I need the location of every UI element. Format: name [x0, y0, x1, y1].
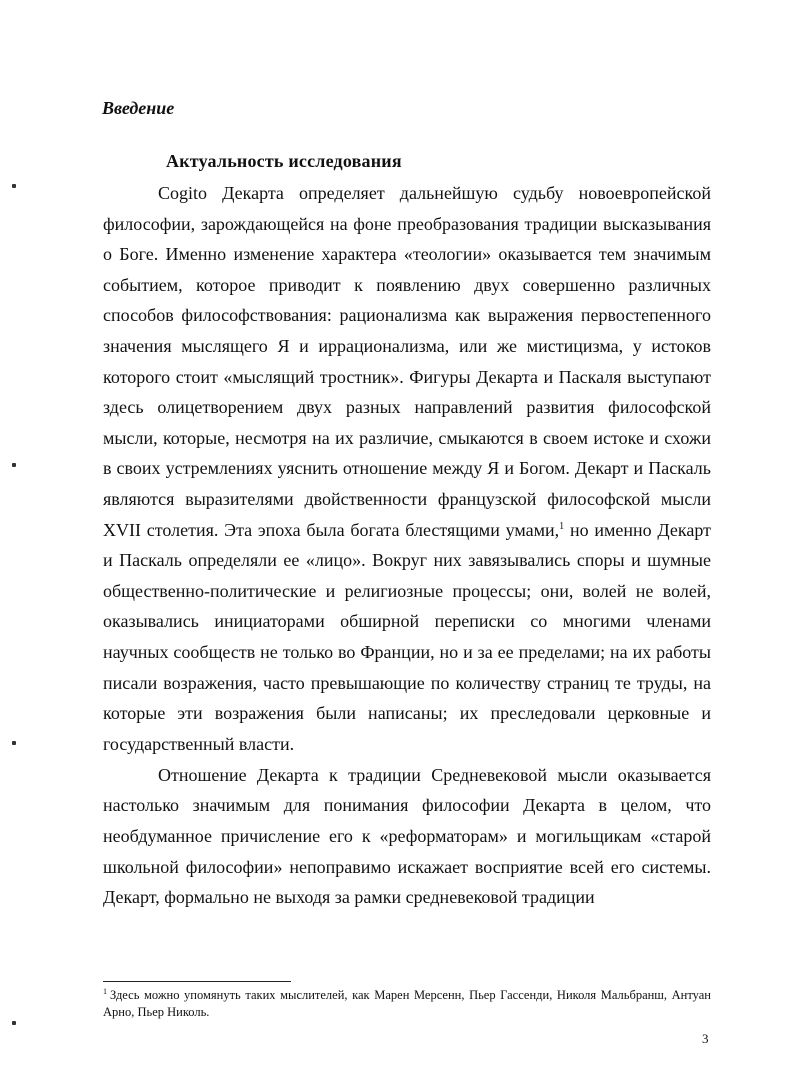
scan-margin-mark	[12, 741, 16, 745]
section-title: Введение	[102, 98, 175, 118]
paragraph-1-text-start: Cogito Декарта определяет дальнейшую судьбу новоевропейской философии, зарождающейся на фоне преобразования традиции высказывания о Боге. Именно изменение характера «теологии» оказывается тем значимым событием, которое приводит к появлению двух совершенно различных способов философствования: рационализма как выражения первостепенного значения мыслящего Я и иррационализма, или же мистицизма, у истоков которого стоит «мыслящий тростник». Фигуры Декарта и Паскаля выступают здесь олицетворением двух разных направлений развития философской мысли, которые, несмотря на их различие, смыкаются в своем истоке и схожи в своих устремлениях уяснить отношение между Я и Богом. Декарт и Паскаль являются выразителями двойственности французской философской мысли XVII столетия. Эта эпоха была богата блестящими умами,	[103, 183, 711, 540]
page-number: 3	[702, 1031, 709, 1046]
scan-margin-mark	[12, 184, 16, 188]
paragraph-1	[103, 178, 711, 759]
footnote-number: 1	[103, 986, 107, 996]
footnote-divider	[103, 981, 291, 982]
paragraph-2: Отношение Декарта к традиции Средневековой мысли оказывается настолько значимым для понимания философии Декарта в целом, что необдуманное причисление его к «реформаторам» и могильщикам «старой школьной философии» непоправимо искажает восприятие всей его системы. Декарт, формально не выходя за рамки средневековой традиции	[103, 764, 711, 908]
paragraph-1-text-end: но именно Декарт и Паскаль определяли ее «лицо». Вокруг них завязывались споры и шумные общественно-политические и религиозные процессы; они, волей не волей, оказывались инициаторами обширной переписки со многими членами научных сообществ не только во Франции, но и за ее пределами; на их работы писали возражения, часто превышающие по количеству страниц те труды, на которые эти возражения были написаны; их преследовали церковные и государственный власти.	[103, 519, 711, 754]
footnote-text: Здесь можно упомянуть таких мыслителей, как Марен Мерсенн, Пьер Гассенди, Николя Мальбранш, Антуан Арно, Пьер Николь.	[103, 988, 711, 1019]
scan-margin-mark	[12, 463, 16, 467]
subsection-title: Актуальность исследования	[166, 151, 402, 171]
footnote-reference[interactable]: 1	[559, 520, 565, 532]
scan-margin-mark	[12, 1021, 16, 1025]
footnote	[103, 987, 711, 1021]
body-text	[103, 178, 711, 913]
